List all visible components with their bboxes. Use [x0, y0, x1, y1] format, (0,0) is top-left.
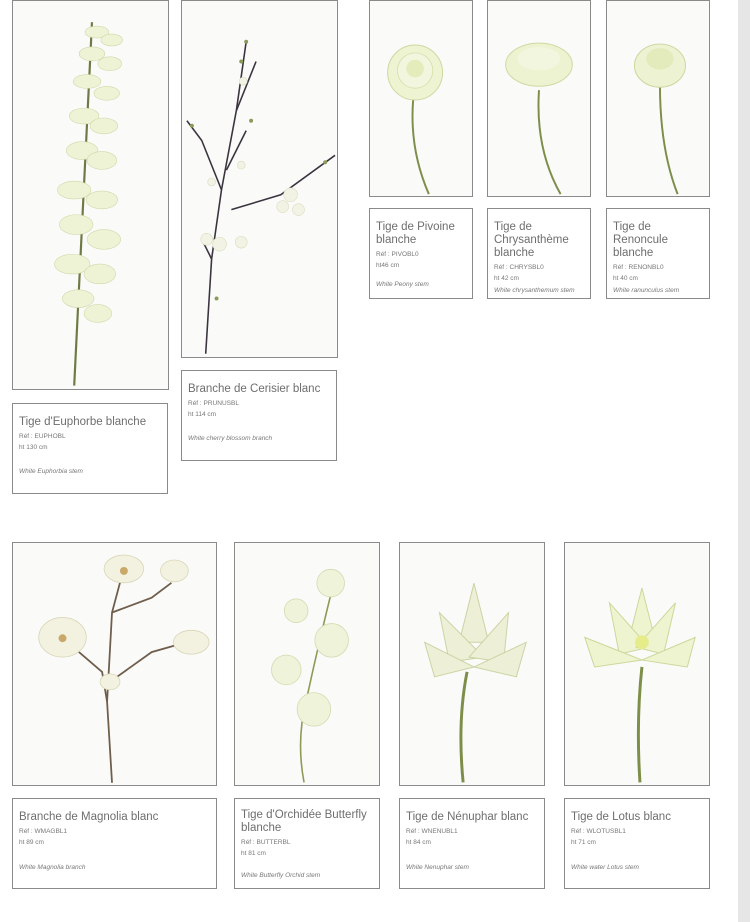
nenuphar-photo	[399, 542, 545, 786]
product-english-name: White Euphorbia stem	[19, 468, 83, 475]
product-ref: Réf : EUPHOBL	[19, 433, 66, 440]
cherry-blossom-illustration	[182, 1, 337, 357]
product-ref: Réf : WNENUBL1	[406, 828, 458, 835]
product-height: ht 114 cm	[188, 411, 217, 418]
product-height: ht46 cm	[376, 262, 400, 269]
ranunculus-photo	[606, 0, 710, 197]
peony-photo	[369, 0, 473, 197]
product-height: ht 89 cm	[19, 839, 44, 846]
product-ref: Réf : RENONBL0	[613, 264, 664, 271]
page-edge	[738, 0, 750, 922]
product-name: Tige de Pivoine blanche	[376, 221, 455, 246]
product-card-magnolia	[12, 798, 217, 889]
product-card-ranunculus	[606, 208, 710, 299]
product-ref: Réf : CHRYSBL0	[494, 264, 544, 271]
product-ref: Réf : PRUNUSBL	[188, 400, 239, 407]
chrysanthemum-photo	[487, 0, 591, 197]
product-name: Branche de Magnolia blanc	[19, 811, 159, 823]
product-card-cherry	[181, 370, 337, 461]
product-height: ht 130 cm	[19, 444, 48, 451]
product-card-euphorbia	[12, 403, 168, 494]
euphorbia-illustration	[13, 1, 168, 389]
product-english-name: White cherry blossom branch	[188, 435, 273, 442]
orchid-illustration	[235, 543, 379, 785]
product-name: Tige de Renoncule blanche	[613, 221, 668, 259]
product-ref: Réf : WMAGBL1	[19, 828, 68, 835]
magnolia-photo	[12, 542, 217, 786]
cherry-blossom-photo	[181, 0, 338, 358]
product-english-name: White ranunculus stem	[613, 287, 680, 294]
magnolia-illustration	[13, 543, 216, 785]
product-ref: Réf : PIVOBL0	[376, 251, 419, 258]
product-ref: Réf : BUTTERBL	[241, 839, 291, 846]
product-name: Branche de Cerisier blanc	[188, 383, 321, 395]
product-name: Tige d'Euphorbe blanche	[19, 416, 147, 428]
product-height: ht 71 cm	[571, 839, 596, 846]
product-name: Tige de Nénuphar blanc	[406, 811, 529, 823]
lotus-illustration	[565, 543, 709, 785]
product-english-name: White Peony stem	[376, 281, 429, 288]
product-name: Tige de Chrysanthème blanche	[494, 221, 569, 259]
product-card-lotus	[564, 798, 710, 889]
product-card-chrysanthemum	[487, 208, 591, 299]
product-card-nenuphar	[399, 798, 545, 889]
euphorbia-photo	[12, 0, 169, 390]
product-card-orchid	[234, 798, 380, 889]
product-card-peony	[369, 208, 473, 299]
orchid-photo	[234, 542, 380, 786]
product-english-name: White Magnolia branch	[19, 864, 86, 871]
product-english-name: White chrysanthemum stem	[494, 287, 575, 294]
chrysanthemum-illustration	[488, 1, 590, 196]
product-ref: Réf : WLOTUSBL1	[571, 828, 626, 835]
product-height: ht 42 cm	[494, 275, 519, 282]
product-english-name: White Nenuphar stem	[406, 864, 469, 871]
product-english-name: White water Lotus stem	[571, 864, 639, 871]
product-height: ht 81 cm	[241, 850, 266, 857]
product-height: ht 84 cm	[406, 839, 431, 846]
product-height: ht 40 cm	[613, 275, 638, 282]
product-name: Tige de Lotus blanc	[571, 811, 671, 823]
ranunculus-illustration	[607, 1, 709, 196]
product-name: Tige d'Orchidée Butterfly blanche	[241, 809, 367, 834]
product-english-name: White Butterfly Orchid stem	[241, 872, 321, 879]
peony-illustration	[370, 1, 472, 196]
nenuphar-illustration	[400, 543, 544, 785]
lotus-photo	[564, 542, 710, 786]
